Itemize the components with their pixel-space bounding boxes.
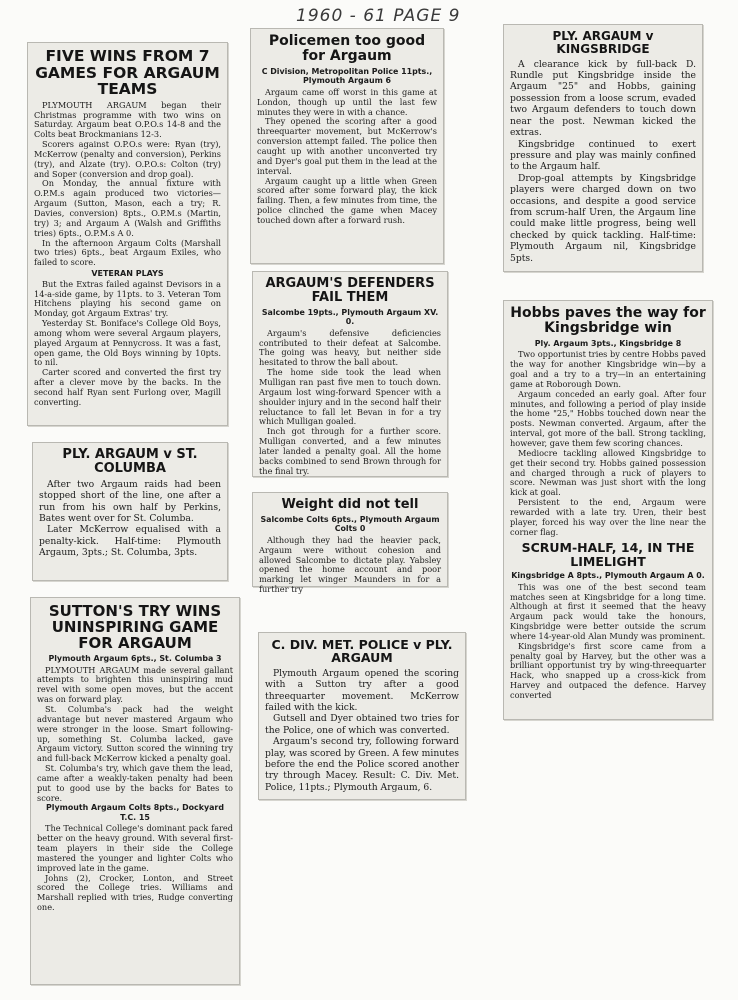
paragraph: Although they had the heavier pack, Argaum were without cohesion and allowed Salcombe to dictate play. Yabsley opened the home account and poor marking let winger Maunders in for a further try xyxy=(259,534,441,595)
paragraph: Argaum conceded an early goal. After four minutes, and following a period of play inside the home "25," Hobbs touched down near the posts. Newman converted. Argaum, after the interval, got more of the ball. Strong tackling, however, gave them few scoring chances. xyxy=(510,388,706,449)
paragraph: Scorers against O.P.O.s were: Ryan (try), McKerrow (penalty and conversion), Perkins (try), and Alzate (try). O.P.O.s: Colton (try) and Soper (conversion and drop goal). xyxy=(34,139,221,179)
paragraph: Persistent to the end, Argaum were rewarded with a late try. Uren, their best player, forced his way over the line near the corner flag. xyxy=(510,497,706,537)
paragraph: St. Columba's pack had the weight advantage but never mastered Argaum who were stronger in the loose. Smart following-up, something St. Columba lacked, gave Argaum victory. Sutton scored the winning try and full-back McKerrow kicked a penalty goal. xyxy=(37,704,233,764)
subheading: Plymouth Argaum 6pts., St. Columba 3 xyxy=(48,654,222,664)
paragraph: PLYMOUTH ARGAUM made several gallant attempts to brighten this uninspiring mud revel with some open moves, but the accent was on forward play. xyxy=(37,664,233,705)
subheading: Plymouth Argaum Colts 8pts., Dockyard T.C. 15 xyxy=(46,803,224,822)
paragraph: After two Argaum raids had been stopped short of the line, one after a run from his own half by Perkins, Bates went over for St. Columba. xyxy=(39,478,221,525)
paragraph: The Technical College's dominant pack fared better on the heavy ground. With several first-team players in their side the College mastered the younger and lighter Colts who improved late in the game. xyxy=(37,823,233,873)
paragraph: Plymouth Argaum opened the scoring with a Sutton try after a good threequarter movement. McKerrow failed with the kick. xyxy=(265,667,459,713)
subheading: VETERAN PLAYS xyxy=(91,269,164,279)
headline: PLY. ARGAUM v KINGSBRIDGE xyxy=(552,29,654,56)
paragraph: But the Extras failed against Devisors in a 14-a-side game, by 11pts. to 3. Veteran Tom Hitchens playing his second game on Monday, got Argaum Extras' try. xyxy=(34,278,221,319)
headline: C. DIV. MET. POLICE v PLY. ARGAUM xyxy=(271,637,453,666)
paragraph: PLYMOUTH ARGAUM began their Christmas programme with two wins on Saturday. Argaum beat O.P.O.s 14-8 and the Colts beat Brockmanians 12-3. xyxy=(34,99,221,140)
paragraph: Mediocre tackling allowed Kingsbridge to get their second try. Hobbs gained possession and charged through a ruck of players to score. Newman was just short with the long kick at goal. xyxy=(510,447,706,498)
clipping-c-div-met-police xyxy=(258,632,466,800)
paragraph: In the afternoon Argaum Colts (Marshall two tries) 6pts., beat Argaum Exiles, who failed to score. xyxy=(34,237,221,268)
clipping-hobbs-paves-the-way xyxy=(503,300,713,720)
paragraph: Gutsell and Dyer obtained two tries for the Police, one of which was converted. xyxy=(265,713,459,736)
subheading: Salcombe 19pts., Plymouth Argaum XV. 0. xyxy=(261,307,439,327)
headline: ARGAUM'S DEFENDERS FAIL THEM xyxy=(265,276,435,305)
subheading: Kingsbridge A 8pts., Plymouth Argaum A 0. xyxy=(511,571,705,581)
clipping-policemen-too-good xyxy=(250,28,444,264)
headline: FIVE WINS FROM 7 GAMES FOR ARGAUM TEAMS xyxy=(35,47,220,99)
subheading: Salcombe Colts 6pts., Plymouth Argaum Colts 0 xyxy=(260,514,440,534)
paragraph: Drop-goal attempts by Kingsbridge players were charged down on two occasions, and despite a good service from scrum-half Uren, the Argaum line could make little progress, being well checked by quick tackling. Half-time: Plymouth Argaum nil, Kingsbridge 5pts. xyxy=(510,172,696,264)
paragraph: Johns (2), Crocker, Lonton, and Street scored the College tries. Williams and Marshall replied with tries, Rudge converting one. xyxy=(37,872,233,913)
subheading: C Division, Metropolitan Police 11pts., Plymouth Argaum 6 xyxy=(261,66,433,86)
headline: Hobbs paves the way for Kingsbridge win xyxy=(510,305,706,336)
paragraph: St. Columba's try, which gave them the lead, came after a weakly-taken penalty had been put to good use by the backs for Bates to score. xyxy=(37,763,233,803)
paragraph: Argaum came off worst in this game at London, though up until the last few minutes they were in with a chance. xyxy=(257,86,437,117)
paragraph: Argaum's second try, following forward play, was scored by Green. A few minutes before the end the Police scored another try through Macey. Result: C. Div. Met. Police, 11pts.; Plymouth Argaum, 6. xyxy=(265,736,459,793)
paragraph: They opened the scoring after a good threequarter movement, but McKerrow's conversion attempt failed. The police then caught up with another unconverted try and Dyer's goal put them in the lead at the interval. xyxy=(257,116,437,176)
headline: PLY. ARGAUM v ST. COLUMBA xyxy=(62,447,198,476)
paragraph: The home side took the lead when Mulligan ran past five men to touch down. Argaum lost wing-forward Spencer with a shoulder injury and in the second half their reluctance to fall let Bevan in for a try which Mulligan goaled. xyxy=(259,367,441,427)
paragraph: Kingsbridge continued to exert pressure and play was mainly confined to the Argaum half. xyxy=(510,138,696,173)
paragraph: Later McKerrow equalised with a penalty-kick. Half-time: Plymouth Argaum, 3pts.; St. Columba, 3pts. xyxy=(39,524,221,559)
headline: Policemen too good for Argaum xyxy=(268,33,426,64)
paragraph: This was one of the best second team matches seen at Kingsbridge for a long time. Although at first it seemed that the heavy Argaum pack would take the honours, Kingsbridge were better outside the scrum where 14-year-old Alan Mundy was prominent. xyxy=(510,581,706,641)
paragraph: Inch got through for a further score. Mulligan converted, and a few minutes later landed a penalty goal. All the home backs combined to send Brown through for the final try. xyxy=(259,426,441,476)
page-label: 1960 - 61 PAGE 9 xyxy=(296,6,461,26)
clipping-ply-argaum-kingsbridge xyxy=(503,24,703,272)
paragraph: A clearance kick by full-back D. Rundle put Kingsbridge inside the Argaum "25" and Hobbs, gaining possession from a loose scrum, evaded two Argaum defenders to touch down near the post. Newman kicked the extras. xyxy=(510,58,696,139)
headline: Weight did not tell xyxy=(281,497,419,512)
clipping-suttons-try xyxy=(30,597,240,985)
paragraph: Argaum's defensive deficiencies contributed to their defeat at Salcombe. The going was heavy, but neither side hesitated to throw the ball about. xyxy=(259,327,441,368)
paragraph: Carter scored and converted the first try after a clever move by the backs. In the second half Ryan sent Furlong over, Magill converting. xyxy=(34,367,221,407)
clipping-weight-did-not-tell xyxy=(252,492,448,595)
paragraph: Kingsbridge's first score came from a penalty goal by Harvey, but the other was a brilliant opportunist try by wing-threequarter Hack, who snapped up a cross-kick from Harvey and outpaced the defence. Harvey converted xyxy=(510,640,706,700)
clipping-ply-argaum-st-columba xyxy=(32,442,228,581)
clipping-five-wins xyxy=(27,42,228,426)
headline: SUTTON'S TRY WINS UNINSPIRING GAME FOR ARGAUM xyxy=(48,602,222,653)
clipping-argaums-defenders xyxy=(252,271,448,477)
paragraph: Argaum caught up a little when Green scored after some forward play, the kick failing. Then, a few minutes from time, the police clinched the game when Macey touched down after a forward rush. xyxy=(257,175,437,225)
headline: SCRUM-HALF, 14, IN THE LIMELIGHT xyxy=(521,540,695,569)
subheading: Ply. Argaum 3pts., Kingsbridge 8 xyxy=(534,338,682,348)
paragraph: Two opportunist tries by centre Hobbs paved the way for another Kingsbridge win—by a goal and a try to a try—in an entertaining game at Roborough Down. xyxy=(510,349,707,389)
paragraph: Yesterday St. Boniface's College Old Boys, among whom were several Argaum players, played Argaum at Pennycross. It was a fast, open game, the Old Boys winning by 10pts. to nil. xyxy=(34,318,221,368)
paragraph: On Monday, the annual fixture with O.P.M.s again produced two victories—Argaum (Sutton, Mason, each a try; R. Davies, conversion) 8pts., O.P.M.s (Martin, try) 3; and Argaum A (Walsh and Griffiths tries) 6pts., O.P.M.s A 0. xyxy=(34,178,221,238)
